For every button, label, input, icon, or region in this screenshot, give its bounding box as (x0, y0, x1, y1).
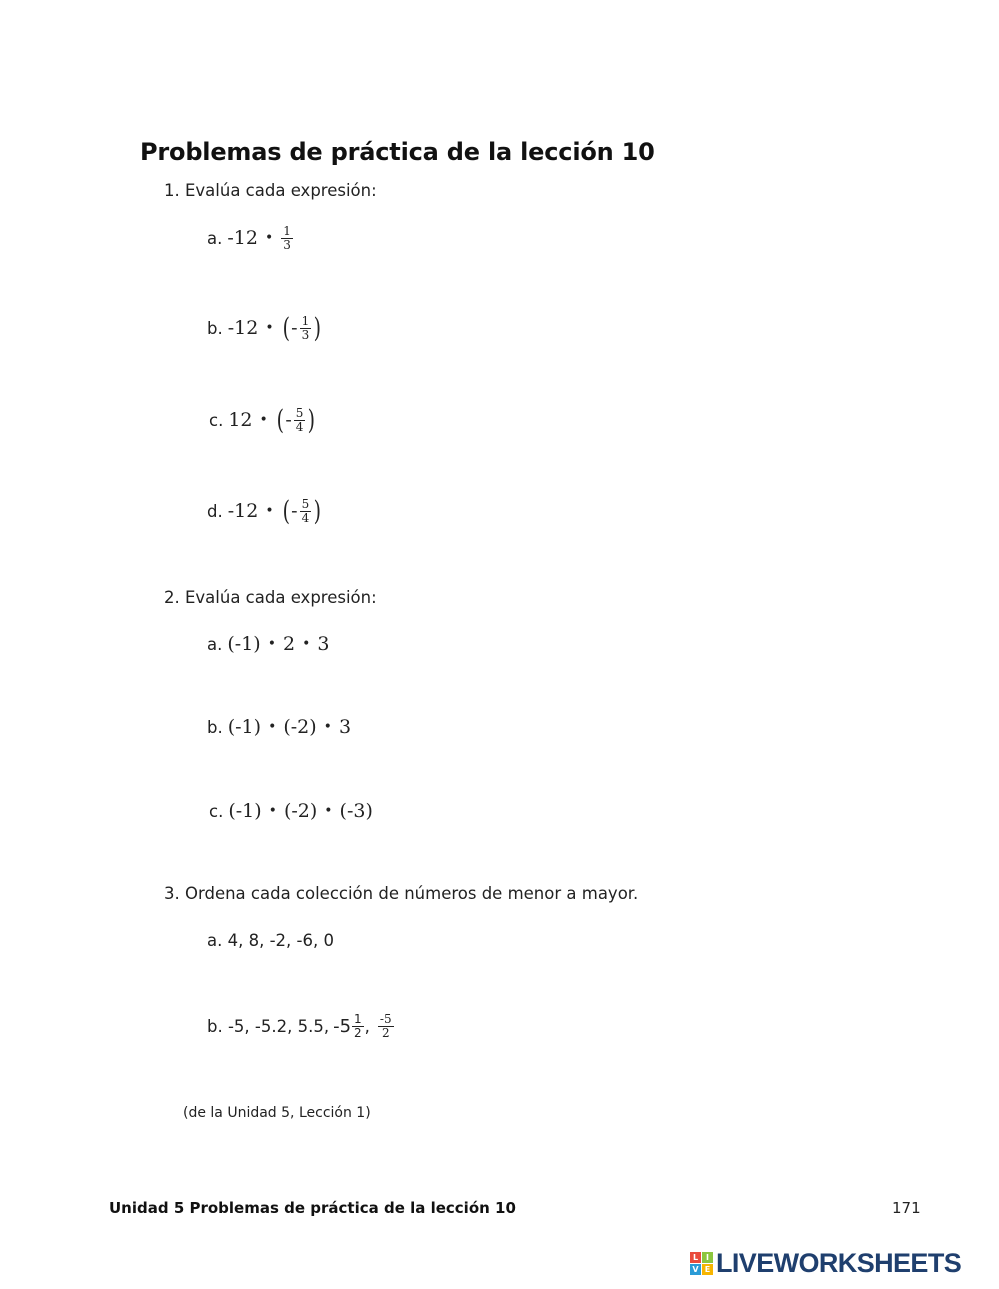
term-3: (-3) (339, 800, 373, 822)
right-paren-icon: ) (313, 495, 322, 527)
logo-letter-l: L (690, 1252, 701, 1263)
page-title: Problemas de práctica de la lección 10 (140, 138, 655, 166)
question-3b (207, 1006, 395, 1046)
question-3-prompt: 3. Ordena cada colección de números de menor a mayor. (164, 884, 639, 903)
negative-sign: - (291, 500, 298, 522)
item-label: b. (207, 318, 223, 338)
right-paren-icon: ) (307, 404, 316, 436)
multiply-dot-icon: • (265, 320, 274, 336)
logo-letter-v: V (690, 1264, 701, 1275)
fraction: $\frac{1}{3}$ (283, 223, 291, 252)
question-3a (207, 920, 334, 960)
fraction: $\frac{-5}{2}$ (379, 1011, 392, 1040)
source-note: (de la Unidad 5, Lección 1) (183, 1105, 371, 1121)
multiply-dot-icon: • (324, 803, 333, 819)
fraction: $\frac{1}{2}$ (354, 1011, 362, 1040)
fraction: $\frac{1}{3}$ (301, 313, 310, 342)
left-paren-icon: ( (276, 404, 284, 436)
footer-title: Unidad 5 Problemas de práctica de la lección 10 (109, 1199, 516, 1217)
negative-sign: - (285, 409, 292, 431)
logo-letter-i: I (702, 1252, 713, 1263)
term-3: 3 (317, 633, 330, 655)
term-2: (-2) (283, 800, 318, 822)
fraction: $\frac{5}{4}$ (295, 405, 304, 434)
question-2-prompt: 2. Evalúa cada expresión: (164, 588, 377, 607)
base-number: 12 (228, 409, 253, 431)
page-number: 171 (892, 1199, 921, 1217)
multiply-dot-icon: • (265, 503, 274, 519)
base-number: -12 (227, 227, 258, 249)
multiply-dot-icon: • (259, 412, 268, 428)
logo-text: LIVEWORKSHEETS (716, 1248, 962, 1278)
term-2: 2 (282, 633, 296, 655)
base-number: -12 (227, 500, 259, 522)
item-label: a. (207, 228, 223, 248)
question-2c (209, 791, 373, 831)
right-paren-icon: ) (313, 312, 322, 344)
term-3: 3 (338, 716, 352, 738)
item-label: d. (207, 501, 223, 521)
item-label: c. (209, 410, 224, 430)
liveworksheets-logo-icon (690, 1252, 713, 1275)
separator-comma: , (364, 1016, 370, 1036)
logo-letter-e: E (702, 1264, 713, 1275)
number-list: b. -5, -5.2, 5.5, (207, 1016, 330, 1036)
multiply-dot-icon: • (267, 636, 276, 652)
base-number: -12 (227, 317, 259, 339)
question-2a (207, 624, 329, 664)
term-1: (-1) (227, 633, 261, 655)
term-1: (-1) (227, 716, 262, 738)
question-1b (207, 308, 323, 348)
mixed-number: -5 $\frac{1}{2}$ (333, 1011, 362, 1040)
liveworksheets-logo[interactable] (690, 1248, 961, 1279)
question-1c (209, 400, 317, 440)
multiply-dot-icon: • (302, 636, 311, 652)
term-2: (-2) (283, 716, 317, 738)
multiply-dot-icon: • (264, 230, 274, 246)
item-label: c. (209, 801, 224, 821)
multiply-dot-icon: • (268, 803, 277, 819)
multiply-dot-icon: • (323, 719, 332, 735)
question-1d (207, 491, 323, 531)
fraction: $\frac{5}{4}$ (301, 496, 310, 525)
term-1: (-1) (228, 800, 262, 822)
left-paren-icon: ( (282, 495, 290, 527)
multiply-dot-icon: • (268, 719, 277, 735)
question-1-prompt: 1. Evalúa cada expresión: (164, 181, 377, 200)
question-1a (207, 218, 294, 258)
negative-sign: - (291, 317, 298, 339)
question-2b (207, 707, 351, 747)
left-paren-icon: ( (282, 312, 290, 344)
item-label: b. (207, 717, 223, 737)
item-label: a. (207, 634, 223, 654)
number-list: a. 4, 8, -2, -6, 0 (207, 930, 334, 950)
